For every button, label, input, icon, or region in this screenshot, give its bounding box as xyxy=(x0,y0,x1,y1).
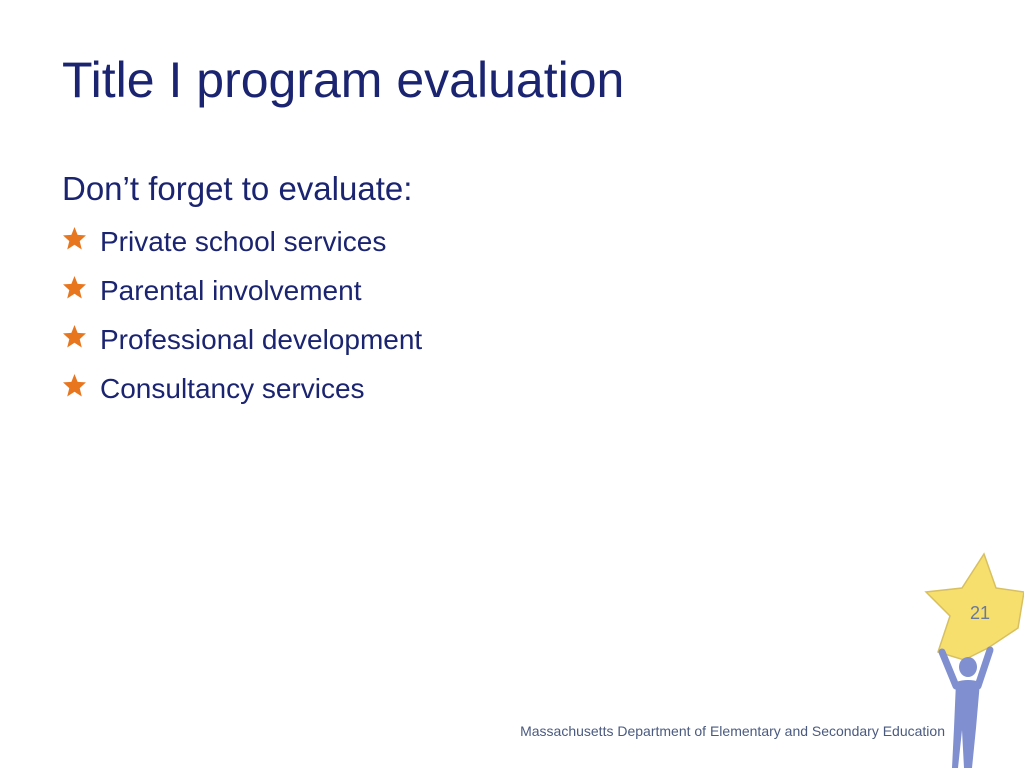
star-bullet-icon xyxy=(62,324,87,349)
bullet-item-private-school-services xyxy=(62,218,762,267)
page-number: 21 xyxy=(969,603,991,623)
footer-text: Massachusetts Department of Elementary and Secondary Education xyxy=(520,723,945,739)
mascot-head-icon xyxy=(959,657,977,677)
bullet-list xyxy=(62,218,762,414)
bullet-item-parental-involvement xyxy=(62,267,762,316)
lead-text: Don’t forget to evaluate: xyxy=(62,170,413,207)
star-bullet-icon xyxy=(62,226,87,251)
bullet-label: Professional development xyxy=(100,324,423,356)
mascot-body-icon xyxy=(952,680,980,768)
star-bullet-icon xyxy=(62,275,87,300)
bullet-item-consultancy-services xyxy=(62,365,762,414)
bullet-item-professional-development xyxy=(62,316,762,365)
slide-title: Title I program evaluation xyxy=(62,52,625,108)
bullet-label: Consultancy services xyxy=(100,373,365,405)
bullet-label: Private school services xyxy=(100,226,387,258)
bullet-label: Parental involvement xyxy=(100,275,362,307)
star-bullet-icon xyxy=(62,373,87,398)
slide-content xyxy=(62,170,762,414)
